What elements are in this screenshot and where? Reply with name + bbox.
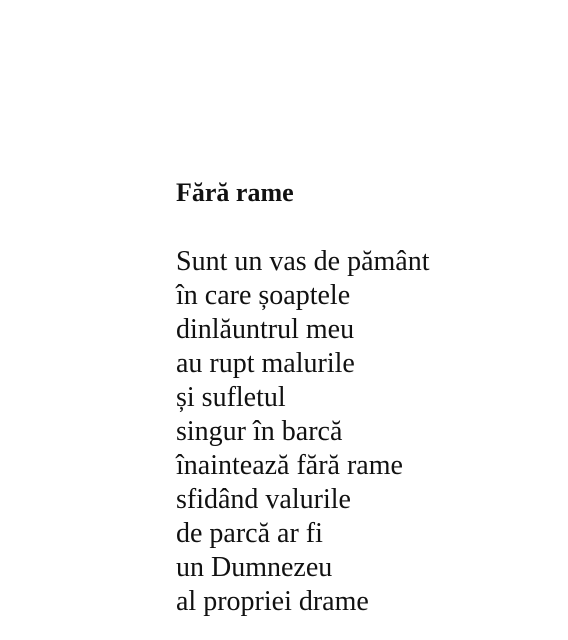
poem-line: de parcă ar fi [176, 518, 323, 549]
poem-line: al propriei drame [176, 586, 369, 617]
poem-line: sfidând valurile [176, 484, 351, 515]
poem-line: au rupt malurile [176, 348, 355, 379]
poem-line: dinlăuntrul meu [176, 314, 355, 345]
poem-lines [176, 245, 556, 619]
poem-line: Sunt un vas de pământ [176, 246, 430, 277]
poem-line: un Dumnezeu [176, 552, 333, 583]
poem [176, 178, 556, 619]
poem-line: singur în barcă [176, 416, 343, 447]
poem-title: Fără rame [176, 178, 294, 207]
poem-line: înaintează fără rame [176, 450, 403, 481]
poem-line: și sufletul [176, 382, 286, 413]
poem-line: în care șoaptele [176, 280, 351, 311]
